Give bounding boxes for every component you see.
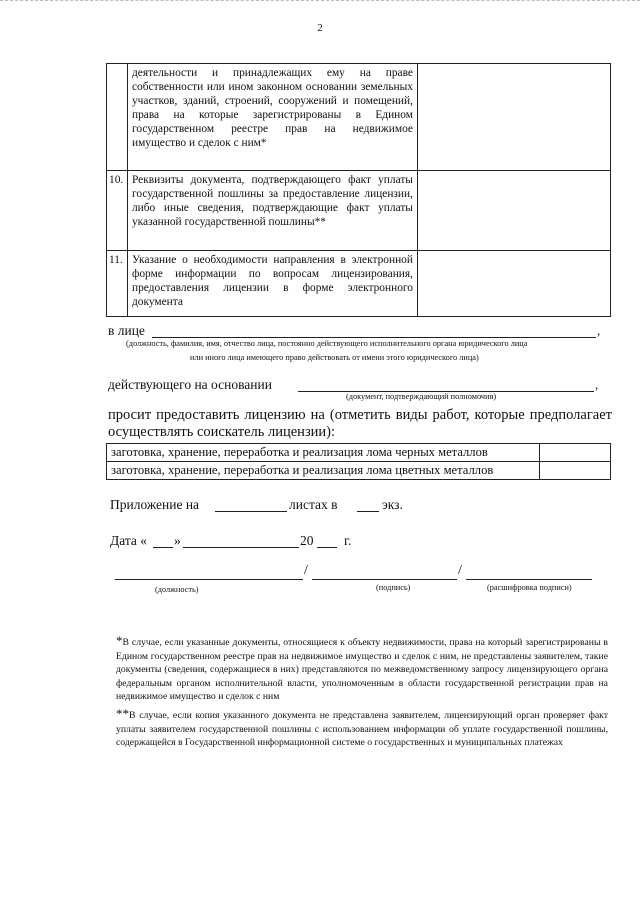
date-label: Дата « — [110, 533, 148, 548]
attachment-label: Приложение на — [110, 497, 200, 512]
decoding-hint: (расшифровка подписи) — [487, 583, 572, 592]
date-century: 20 — [300, 533, 314, 548]
row-value-cell[interactable] — [417, 64, 610, 171]
row-number: 11. — [107, 251, 128, 317]
row-number: 10. — [107, 171, 128, 251]
work-type-checkbox[interactable] — [540, 462, 611, 480]
date-quote-close: » — [174, 533, 181, 548]
position-field[interactable] — [115, 579, 303, 580]
page-number: 2 — [317, 22, 323, 34]
row-text: Реквизиты документа, подтверждающего факт уплаты государственной пошлины за предоставление лицензии, либо иные сведения, подтверждающие факт уплаты указанной государственной пошлины** — [127, 171, 417, 251]
position-hint: (должность) — [155, 585, 199, 594]
row-value-cell[interactable] — [417, 251, 610, 317]
attachment-copies-label: экз. — [382, 497, 403, 512]
work-type-checkbox[interactable] — [540, 444, 611, 462]
work-type-label: заготовка, хранение, переработка и реализация лома черных металлов — [107, 444, 540, 462]
row-text: деятельности и принадлежащих ему на праве собственности или ином законном основании земельных участков, зданий, строений, сооружений и помещений, права на которые зарегистрированы в Едином государственном реестре прав на недвижимое имущество и сделок с ним* — [127, 64, 417, 171]
table-row — [107, 462, 611, 480]
top-edge-line — [0, 0, 640, 1]
request-text: просит предоставить лицензию на (отметить виды работ, которые предполагает осуществлять соискатель лицензии): — [108, 407, 612, 440]
table-row — [107, 171, 611, 251]
signature-decoding-field[interactable] — [466, 579, 592, 580]
table-row — [107, 64, 611, 171]
footnote-mark: * — [116, 633, 123, 648]
attachment-copies-field[interactable] — [357, 511, 379, 512]
footnote-mark: ** — [116, 706, 129, 721]
footnote-text: В случае, если указанные документы, относящиеся к объекту недвижимости, права на который зарегистрированы в Едином государственном реестре прав на недвижимое имущество и сделок с ним, не представлены заявителем, такие документы (сведения, содержащиеся в них) представляются по межведомственному запросу лицензирующего органа федеральным органом исполнительной власти, уполномоченным в области государственной регистрации прав на недвижимое имущество и сделок с ним — [116, 637, 608, 702]
row-number — [107, 64, 128, 171]
date-year-label: г. — [344, 533, 352, 548]
in-person-hint-2: или иного лица имеющего право действовать от имени этого юридического лица) — [190, 353, 479, 362]
basis-label: действующего на основании — [108, 377, 272, 392]
footnote-2 — [116, 707, 608, 750]
table-row — [107, 251, 611, 317]
date-year-field[interactable] — [317, 547, 337, 548]
in-person-label: в лице — [108, 323, 145, 338]
signature-hint: (подпись) — [376, 583, 411, 592]
work-type-label: заготовка, хранение, переработка и реализация лома цветных металлов — [107, 462, 540, 480]
attachment-sheets-field[interactable] — [215, 511, 287, 512]
table-row — [107, 444, 611, 462]
date-day-field[interactable] — [153, 547, 173, 548]
date-month-field[interactable] — [183, 547, 299, 548]
row-text: Указание о необходимости направления в электронной форме информации по вопросам лицензирования, предоставления лицензии в форме электронного документа — [127, 251, 417, 317]
row-value-cell[interactable] — [417, 171, 610, 251]
in-person-hint: (должность, фамилия, имя, отчество лица, постоянно действующего исполнительного органа юридического лица — [126, 339, 528, 348]
works-table — [106, 443, 611, 480]
in-person-field[interactable] — [152, 337, 596, 338]
signature-field[interactable] — [312, 579, 457, 580]
footnote-text: В случае, если копия указанного документа не представлена заявителем, лицензирующий орган проверяет факт уплаты заявителем государственной пошлины с использованием информации об уплате государственной пошлины, содержащейся в Государственной информационной системе о государственных и муниципальных платежах — [116, 710, 608, 748]
application-table — [106, 63, 611, 317]
footnote-1 — [116, 634, 608, 704]
basis-hint: (документ, подтверждающий полномочия) — [346, 392, 497, 401]
attachment-sheets-label: листах в — [289, 497, 338, 512]
